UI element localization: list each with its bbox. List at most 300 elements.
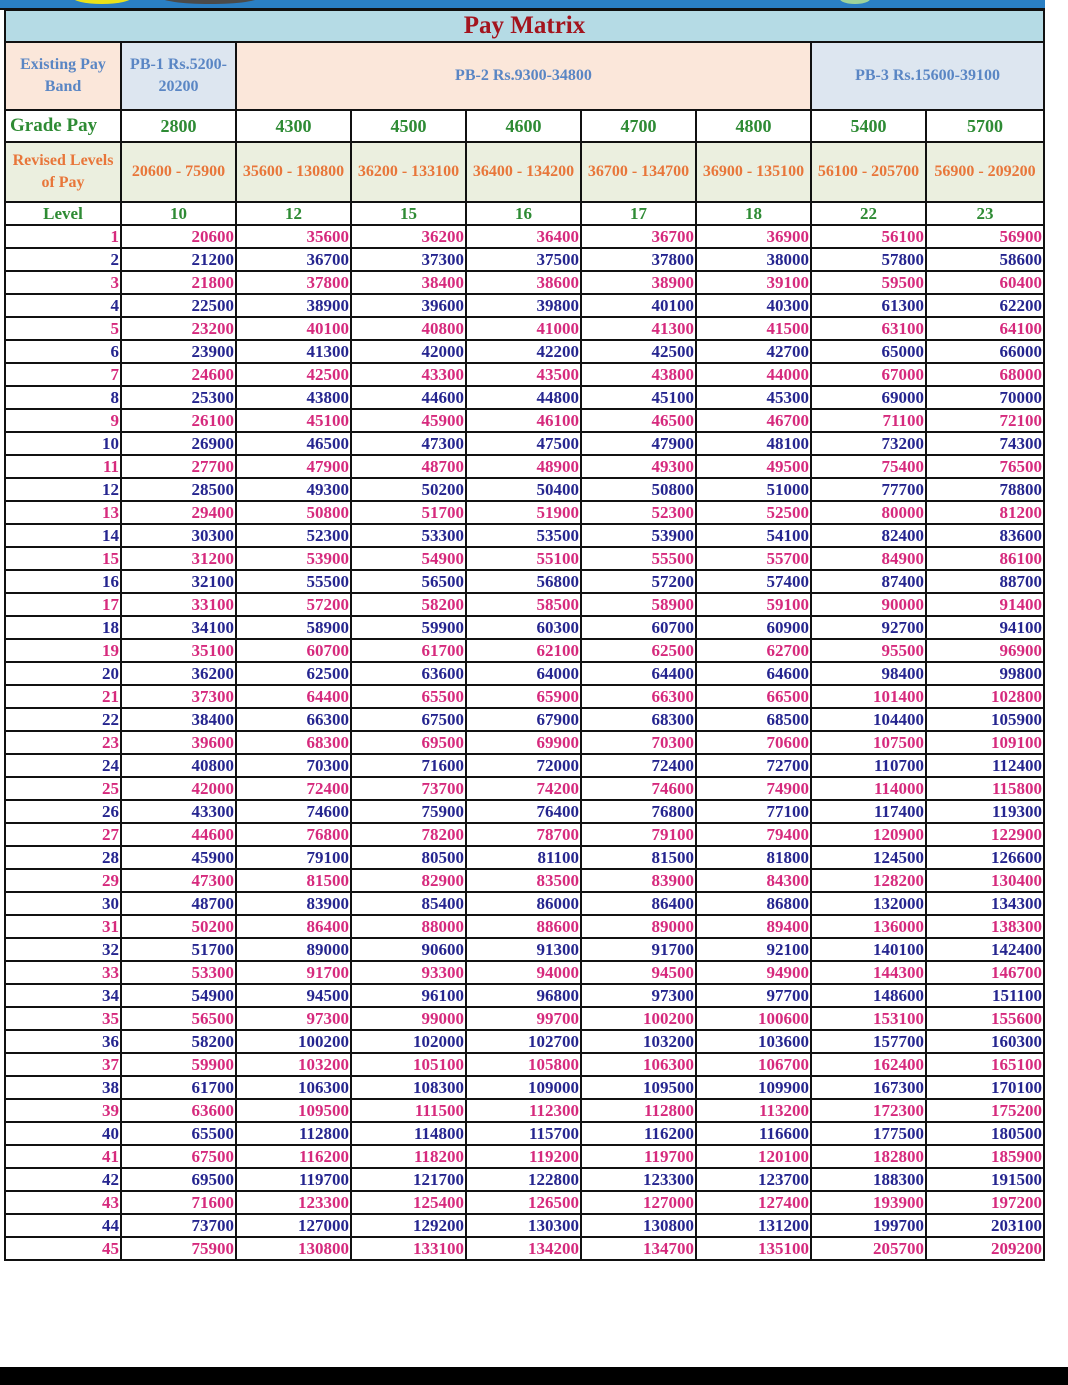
pay-cell: 136000 bbox=[811, 915, 926, 938]
pay-cell: 50800 bbox=[581, 478, 696, 501]
pay-cell: 36400 bbox=[466, 225, 581, 248]
pay-cell: 44600 bbox=[121, 823, 236, 846]
pay-cell: 39600 bbox=[351, 294, 466, 317]
pay-cell: 88000 bbox=[351, 915, 466, 938]
pay-cell: 42500 bbox=[236, 363, 351, 386]
pay-cell: 51000 bbox=[696, 478, 811, 501]
pay-cell: 29400 bbox=[121, 501, 236, 524]
pay-cell: 86000 bbox=[466, 892, 581, 915]
pay-cell: 64000 bbox=[466, 662, 581, 685]
stage-index: 23 bbox=[5, 731, 121, 754]
table-row bbox=[5, 869, 1044, 892]
pay-cell: 112400 bbox=[926, 754, 1044, 777]
pay-cell: 64400 bbox=[581, 662, 696, 685]
stage-index: 20 bbox=[5, 662, 121, 685]
pay-cell: 125400 bbox=[351, 1191, 466, 1214]
revised-levels-label: Revised Levels of Pay bbox=[5, 142, 121, 202]
pay-cell: 37800 bbox=[581, 248, 696, 271]
pay-cell: 81500 bbox=[236, 869, 351, 892]
pay-cell: 83900 bbox=[581, 869, 696, 892]
pay-cell: 83600 bbox=[926, 524, 1044, 547]
pay-cell: 67900 bbox=[466, 708, 581, 731]
pay-cell: 37300 bbox=[351, 248, 466, 271]
pay-cell: 130800 bbox=[581, 1214, 696, 1237]
pay-cell: 69900 bbox=[466, 731, 581, 754]
table-row bbox=[5, 961, 1044, 984]
pay-cell: 121700 bbox=[351, 1168, 466, 1191]
level-cell: 23 bbox=[926, 202, 1044, 225]
pay-cell: 67500 bbox=[121, 1145, 236, 1168]
stage-index: 7 bbox=[5, 363, 121, 386]
table-row bbox=[5, 892, 1044, 915]
pay-cell: 76400 bbox=[466, 800, 581, 823]
stage-index: 38 bbox=[5, 1076, 121, 1099]
grade-pay-label: Grade Pay bbox=[5, 110, 121, 142]
level-cell: 18 bbox=[696, 202, 811, 225]
pay-cell: 72100 bbox=[926, 409, 1044, 432]
pay-cell: 41300 bbox=[236, 340, 351, 363]
stage-index: 31 bbox=[5, 915, 121, 938]
pay-cell: 41500 bbox=[696, 317, 811, 340]
pay-cell: 118200 bbox=[351, 1145, 466, 1168]
pay-cell: 115700 bbox=[466, 1122, 581, 1145]
pay-cell: 40100 bbox=[581, 294, 696, 317]
pay-cell: 38400 bbox=[121, 708, 236, 731]
pay-cell: 209200 bbox=[926, 1237, 1044, 1260]
pay-cell: 57200 bbox=[236, 593, 351, 616]
pay-cell: 116200 bbox=[581, 1122, 696, 1145]
pay-cell: 42700 bbox=[696, 340, 811, 363]
pay-cell: 74600 bbox=[236, 800, 351, 823]
pay-cell: 21200 bbox=[121, 248, 236, 271]
level-cell: 10 bbox=[121, 202, 236, 225]
pay-cell: 48100 bbox=[696, 432, 811, 455]
pay-cell: 38000 bbox=[696, 248, 811, 271]
pay-cell: 165100 bbox=[926, 1053, 1044, 1076]
pay-cell: 94000 bbox=[466, 961, 581, 984]
pay-cell: 26900 bbox=[121, 432, 236, 455]
stage-index: 11 bbox=[5, 455, 121, 478]
pay-cell: 89000 bbox=[581, 915, 696, 938]
pay-cell: 20600 bbox=[121, 225, 236, 248]
pay-cell: 75900 bbox=[351, 800, 466, 823]
pay-cell: 55100 bbox=[466, 547, 581, 570]
pay-cell: 94500 bbox=[581, 961, 696, 984]
pay-cell: 107500 bbox=[811, 731, 926, 754]
pay-cell: 96100 bbox=[351, 984, 466, 1007]
revised-levels-row bbox=[5, 142, 1044, 202]
table-row bbox=[5, 455, 1044, 478]
pay-cell: 87400 bbox=[811, 570, 926, 593]
table-row bbox=[5, 386, 1044, 409]
pay-cell: 60700 bbox=[581, 616, 696, 639]
pay-cell: 191500 bbox=[926, 1168, 1044, 1191]
pay-cell: 43300 bbox=[351, 363, 466, 386]
pay-cell: 62500 bbox=[581, 639, 696, 662]
grade-pay-cell: 4600 bbox=[466, 110, 581, 142]
pay-cell: 38900 bbox=[236, 294, 351, 317]
pay-cell: 69000 bbox=[811, 386, 926, 409]
grade-pay-cell: 5700 bbox=[926, 110, 1044, 142]
stage-index: 43 bbox=[5, 1191, 121, 1214]
pay-cell: 70300 bbox=[236, 754, 351, 777]
pay-cell: 115800 bbox=[926, 777, 1044, 800]
title-row bbox=[5, 10, 1044, 42]
level-cell: 15 bbox=[351, 202, 466, 225]
stage-index: 18 bbox=[5, 616, 121, 639]
table-row bbox=[5, 1030, 1044, 1053]
pay-cell: 51700 bbox=[351, 501, 466, 524]
pay-cell: 72700 bbox=[696, 754, 811, 777]
pay-cell: 74600 bbox=[581, 777, 696, 800]
revised-level-cell: 36700 - 134700 bbox=[581, 142, 696, 202]
pay-cell: 134200 bbox=[466, 1237, 581, 1260]
pay-cell: 62500 bbox=[236, 662, 351, 685]
pay-cell: 66500 bbox=[696, 685, 811, 708]
pay-cell: 132000 bbox=[811, 892, 926, 915]
pay-band-pb1: PB-1 Rs.5200-20200 bbox=[121, 42, 236, 110]
pay-cell: 110700 bbox=[811, 754, 926, 777]
pay-cell: 61300 bbox=[811, 294, 926, 317]
pay-cell: 70000 bbox=[926, 386, 1044, 409]
pay-cell: 127000 bbox=[581, 1191, 696, 1214]
stage-index: 30 bbox=[5, 892, 121, 915]
stage-index: 44 bbox=[5, 1214, 121, 1237]
pay-cell: 54100 bbox=[696, 524, 811, 547]
stage-index: 41 bbox=[5, 1145, 121, 1168]
stage-index: 32 bbox=[5, 938, 121, 961]
pay-cell: 112800 bbox=[581, 1099, 696, 1122]
pay-cell: 111500 bbox=[351, 1099, 466, 1122]
pay-cell: 106700 bbox=[696, 1053, 811, 1076]
pay-cell: 130300 bbox=[466, 1214, 581, 1237]
pay-cell: 34100 bbox=[121, 616, 236, 639]
pay-cell: 70300 bbox=[581, 731, 696, 754]
pay-cell: 23200 bbox=[121, 317, 236, 340]
stage-index: 36 bbox=[5, 1030, 121, 1053]
pay-cell: 127000 bbox=[236, 1214, 351, 1237]
pay-cell: 105800 bbox=[466, 1053, 581, 1076]
pay-cell: 36900 bbox=[696, 225, 811, 248]
pay-cell: 30300 bbox=[121, 524, 236, 547]
pay-cell: 43800 bbox=[236, 386, 351, 409]
pay-cell: 130400 bbox=[926, 869, 1044, 892]
pay-cell: 64400 bbox=[236, 685, 351, 708]
table-row bbox=[5, 340, 1044, 363]
pay-cell: 22500 bbox=[121, 294, 236, 317]
pay-cell: 68300 bbox=[236, 731, 351, 754]
pay-cell: 26100 bbox=[121, 409, 236, 432]
stage-index: 13 bbox=[5, 501, 121, 524]
stage-index: 9 bbox=[5, 409, 121, 432]
pay-cell: 109500 bbox=[581, 1076, 696, 1099]
pay-cell: 77700 bbox=[811, 478, 926, 501]
pay-cell: 68500 bbox=[696, 708, 811, 731]
pay-cell: 46500 bbox=[236, 432, 351, 455]
pay-cell: 54900 bbox=[351, 547, 466, 570]
pay-cell: 37500 bbox=[466, 248, 581, 271]
stage-index: 33 bbox=[5, 961, 121, 984]
pay-cell: 69500 bbox=[121, 1168, 236, 1191]
pay-cell: 45900 bbox=[351, 409, 466, 432]
pay-cell: 36200 bbox=[351, 225, 466, 248]
pay-cell: 79400 bbox=[696, 823, 811, 846]
pay-cell: 65500 bbox=[351, 685, 466, 708]
pay-cell: 52300 bbox=[236, 524, 351, 547]
pay-cell: 73700 bbox=[121, 1214, 236, 1237]
pay-cell: 98400 bbox=[811, 662, 926, 685]
pay-cell: 66300 bbox=[581, 685, 696, 708]
grade-pay-cell: 4800 bbox=[696, 110, 811, 142]
existing-pay-band-label: Existing Pay Band bbox=[5, 42, 121, 110]
stage-index: 26 bbox=[5, 800, 121, 823]
grade-pay-cell: 4300 bbox=[236, 110, 351, 142]
pay-cell: 85400 bbox=[351, 892, 466, 915]
stage-index: 2 bbox=[5, 248, 121, 271]
pay-cell: 88600 bbox=[466, 915, 581, 938]
table-row bbox=[5, 984, 1044, 1007]
pay-cell: 56500 bbox=[351, 570, 466, 593]
stage-index: 22 bbox=[5, 708, 121, 731]
pay-cell: 62100 bbox=[466, 639, 581, 662]
level-cell: 17 bbox=[581, 202, 696, 225]
stage-index: 3 bbox=[5, 271, 121, 294]
pay-cell: 205700 bbox=[811, 1237, 926, 1260]
pay-cell: 123700 bbox=[696, 1168, 811, 1191]
pay-cell: 71600 bbox=[121, 1191, 236, 1214]
pay-cell: 76800 bbox=[236, 823, 351, 846]
pay-cell: 106300 bbox=[236, 1076, 351, 1099]
pay-cell: 80000 bbox=[811, 501, 926, 524]
pay-cell: 102800 bbox=[926, 685, 1044, 708]
pay-cell: 45100 bbox=[236, 409, 351, 432]
stage-index: 19 bbox=[5, 639, 121, 662]
revised-level-cell: 35600 - 130800 bbox=[236, 142, 351, 202]
stage-index: 4 bbox=[5, 294, 121, 317]
stage-index: 1 bbox=[5, 225, 121, 248]
pay-cell: 49500 bbox=[696, 455, 811, 478]
table-row bbox=[5, 1191, 1044, 1214]
table-row bbox=[5, 754, 1044, 777]
pay-cell: 52500 bbox=[696, 501, 811, 524]
pay-cell: 54900 bbox=[121, 984, 236, 1007]
table-row bbox=[5, 915, 1044, 938]
pay-cell: 151100 bbox=[926, 984, 1044, 1007]
pay-cell: 41000 bbox=[466, 317, 581, 340]
pay-cell: 135100 bbox=[696, 1237, 811, 1260]
pay-cell: 51900 bbox=[466, 501, 581, 524]
pay-cell: 197200 bbox=[926, 1191, 1044, 1214]
stage-index: 12 bbox=[5, 478, 121, 501]
pay-cell: 105900 bbox=[926, 708, 1044, 731]
pay-cell: 78200 bbox=[351, 823, 466, 846]
revised-level-cell: 56100 - 205700 bbox=[811, 142, 926, 202]
pay-cell: 86100 bbox=[926, 547, 1044, 570]
table-row bbox=[5, 225, 1044, 248]
pay-cell: 101400 bbox=[811, 685, 926, 708]
pay-cell: 82400 bbox=[811, 524, 926, 547]
pay-cell: 27700 bbox=[121, 455, 236, 478]
table-row bbox=[5, 1007, 1044, 1030]
pay-cell: 35600 bbox=[236, 225, 351, 248]
pay-cell: 160300 bbox=[926, 1030, 1044, 1053]
table-row bbox=[5, 1076, 1044, 1099]
pay-cell: 36200 bbox=[121, 662, 236, 685]
pay-cell: 64600 bbox=[696, 662, 811, 685]
pay-cell: 109900 bbox=[696, 1076, 811, 1099]
pay-cell: 57400 bbox=[696, 570, 811, 593]
pay-cell: 157700 bbox=[811, 1030, 926, 1053]
pay-cell: 65900 bbox=[466, 685, 581, 708]
stage-index: 5 bbox=[5, 317, 121, 340]
pay-cell: 114000 bbox=[811, 777, 926, 800]
pay-cell: 199700 bbox=[811, 1214, 926, 1237]
pay-cell: 41300 bbox=[581, 317, 696, 340]
pay-cell: 81200 bbox=[926, 501, 1044, 524]
pay-cell: 37300 bbox=[121, 685, 236, 708]
pay-cell: 63600 bbox=[121, 1099, 236, 1122]
pay-cell: 72400 bbox=[581, 754, 696, 777]
pay-cell: 94500 bbox=[236, 984, 351, 1007]
pay-cell: 89400 bbox=[696, 915, 811, 938]
pay-cell: 102000 bbox=[351, 1030, 466, 1053]
pay-cell: 35100 bbox=[121, 639, 236, 662]
pay-cell: 153100 bbox=[811, 1007, 926, 1030]
pay-cell: 109500 bbox=[236, 1099, 351, 1122]
pay-cell: 76500 bbox=[926, 455, 1044, 478]
pay-cell: 63600 bbox=[351, 662, 466, 685]
pay-cell: 42000 bbox=[351, 340, 466, 363]
stage-index: 16 bbox=[5, 570, 121, 593]
pay-cell: 66300 bbox=[236, 708, 351, 731]
table-row bbox=[5, 271, 1044, 294]
stage-index: 8 bbox=[5, 386, 121, 409]
pay-cell: 123300 bbox=[581, 1168, 696, 1191]
pay-cell: 65000 bbox=[811, 340, 926, 363]
pay-cell: 50800 bbox=[236, 501, 351, 524]
pay-cell: 97700 bbox=[696, 984, 811, 1007]
pay-cell: 144300 bbox=[811, 961, 926, 984]
pay-cell: 42000 bbox=[121, 777, 236, 800]
pay-cell: 113200 bbox=[696, 1099, 811, 1122]
stage-index: 35 bbox=[5, 1007, 121, 1030]
pay-cell: 112300 bbox=[466, 1099, 581, 1122]
pay-cell: 119700 bbox=[581, 1145, 696, 1168]
pay-cell: 58900 bbox=[236, 616, 351, 639]
pay-cell: 81800 bbox=[696, 846, 811, 869]
grade-pay-row bbox=[5, 110, 1044, 142]
pay-cell: 81100 bbox=[466, 846, 581, 869]
pay-cell: 78800 bbox=[926, 478, 1044, 501]
pay-cell: 46100 bbox=[466, 409, 581, 432]
pay-cell: 70600 bbox=[696, 731, 811, 754]
pay-cell: 84300 bbox=[696, 869, 811, 892]
table-row bbox=[5, 547, 1044, 570]
pay-cell: 126500 bbox=[466, 1191, 581, 1214]
pay-cell: 185900 bbox=[926, 1145, 1044, 1168]
table-row bbox=[5, 1099, 1044, 1122]
pay-cell: 68300 bbox=[581, 708, 696, 731]
pay-cell: 172300 bbox=[811, 1099, 926, 1122]
matrix-body bbox=[5, 225, 1044, 1260]
pay-cell: 103600 bbox=[696, 1030, 811, 1053]
pay-cell: 94100 bbox=[926, 616, 1044, 639]
level-label: Level bbox=[5, 202, 121, 225]
pay-cell: 66000 bbox=[926, 340, 1044, 363]
pay-cell: 25300 bbox=[121, 386, 236, 409]
pay-cell: 39800 bbox=[466, 294, 581, 317]
pay-cell: 31200 bbox=[121, 547, 236, 570]
table-row bbox=[5, 294, 1044, 317]
pay-cell: 62200 bbox=[926, 294, 1044, 317]
pay-cell: 100200 bbox=[236, 1030, 351, 1053]
pay-cell: 44000 bbox=[696, 363, 811, 386]
stage-index: 40 bbox=[5, 1122, 121, 1145]
level-cell: 12 bbox=[236, 202, 351, 225]
table-row bbox=[5, 1053, 1044, 1076]
table-row bbox=[5, 593, 1044, 616]
pay-cell: 59900 bbox=[121, 1053, 236, 1076]
pay-cell: 92100 bbox=[696, 938, 811, 961]
stage-index: 28 bbox=[5, 846, 121, 869]
table-row bbox=[5, 432, 1044, 455]
pay-cell: 45900 bbox=[121, 846, 236, 869]
table-row bbox=[5, 1122, 1044, 1145]
level-cell: 16 bbox=[466, 202, 581, 225]
pay-cell: 188300 bbox=[811, 1168, 926, 1191]
pay-cell: 134300 bbox=[926, 892, 1044, 915]
pay-cell: 38400 bbox=[351, 271, 466, 294]
pay-cell: 91300 bbox=[466, 938, 581, 961]
pay-cell: 129200 bbox=[351, 1214, 466, 1237]
pay-cell: 69500 bbox=[351, 731, 466, 754]
stage-index: 25 bbox=[5, 777, 121, 800]
pay-cell: 40300 bbox=[696, 294, 811, 317]
pay-band-pb3: PB-3 Rs.15600-39100 bbox=[811, 42, 1044, 110]
grade-pay-cell: 2800 bbox=[121, 110, 236, 142]
table-row bbox=[5, 1168, 1044, 1191]
pay-cell: 43300 bbox=[121, 800, 236, 823]
pay-cell: 102700 bbox=[466, 1030, 581, 1053]
pay-cell: 47300 bbox=[121, 869, 236, 892]
pay-cell: 78700 bbox=[466, 823, 581, 846]
pay-cell: 39100 bbox=[696, 271, 811, 294]
pay-cell: 97300 bbox=[581, 984, 696, 1007]
pay-cell: 53900 bbox=[236, 547, 351, 570]
pay-cell: 120900 bbox=[811, 823, 926, 846]
pay-cell: 68000 bbox=[926, 363, 1044, 386]
pay-cell: 83500 bbox=[466, 869, 581, 892]
pay-cell: 72000 bbox=[466, 754, 581, 777]
pay-cell: 142400 bbox=[926, 938, 1044, 961]
pay-cell: 38900 bbox=[581, 271, 696, 294]
pay-cell: 72400 bbox=[236, 777, 351, 800]
pay-cell: 46500 bbox=[581, 409, 696, 432]
pay-cell: 120100 bbox=[696, 1145, 811, 1168]
pay-cell: 37800 bbox=[236, 271, 351, 294]
pay-cell: 61700 bbox=[351, 639, 466, 662]
pay-cell: 182800 bbox=[811, 1145, 926, 1168]
revised-level-cell: 36400 - 134200 bbox=[466, 142, 581, 202]
pay-cell: 82900 bbox=[351, 869, 466, 892]
table-row bbox=[5, 777, 1044, 800]
pay-cell: 86800 bbox=[696, 892, 811, 915]
pay-cell: 50400 bbox=[466, 478, 581, 501]
table-row bbox=[5, 708, 1044, 731]
level-row bbox=[5, 202, 1044, 225]
pay-cell: 57800 bbox=[811, 248, 926, 271]
pay-matrix-table bbox=[4, 9, 1045, 1261]
